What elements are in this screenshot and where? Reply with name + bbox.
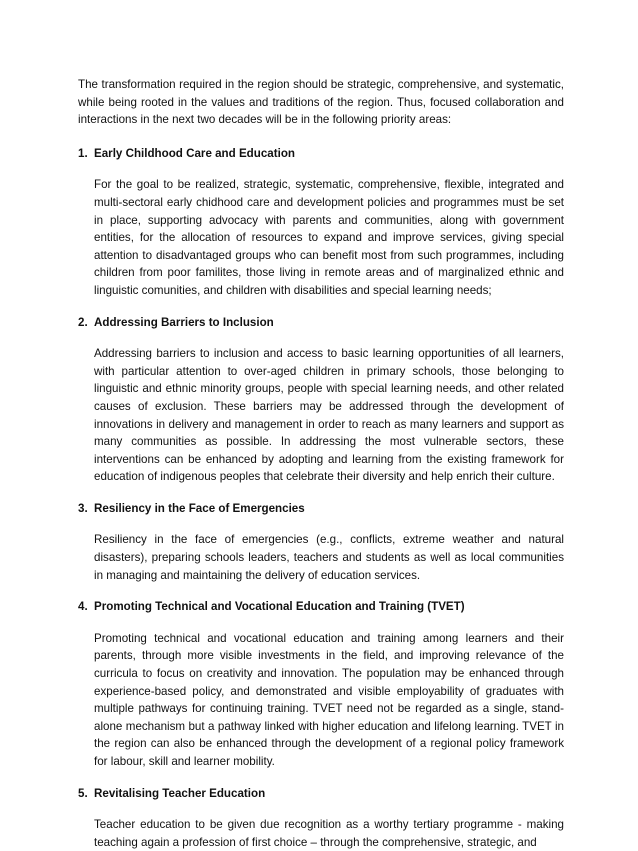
section-body: Resiliency in the face of emergencies (e.g., conflicts, extreme weather and natural disasters), preparing schools leaders, teachers and students as well as local communities in managing and maintaining the delivery of education services. <box>94 533 564 582</box>
section-early-childhood <box>78 145 564 300</box>
section-heading <box>78 598 564 616</box>
section-title: Early Childhood Care and Education <box>94 146 295 160</box>
section-number: 4. <box>78 600 88 614</box>
section-teacher-education <box>78 785 564 851</box>
section-heading <box>78 314 564 332</box>
section-title: Revitalising Teacher Education <box>94 786 266 800</box>
section-heading <box>78 785 564 803</box>
section-title: Resiliency in the Face of Emergencies <box>94 501 305 515</box>
section-title: Promoting Technical and Vocational Education and Training (TVET) <box>94 600 465 614</box>
section-number: 1. <box>78 146 88 160</box>
section-body: Promoting technical and vocational education and training among learners and their parents, through more visible investments in the field, and improving relevance of the curricula to focus on creativity and innovation. The population may be enhanced through experience-based policy, and demonstrated and visible employability of graduates with multiple pathways for continuing training. TVET need not be regarded as a single, stand-alone mechanism but a pathway linked with higher education and lifelong learning. TVET in the region can also be enhanced through the development of a regional policy framework for labour, skill and learner mobility. <box>94 631 564 768</box>
section-resiliency <box>78 500 564 584</box>
section-number: 5. <box>78 786 88 800</box>
section-number: 3. <box>78 501 88 515</box>
section-body: Addressing barriers to inclusion and access to basic learning opportunities of all learners, with particular attention to over-aged children in primary schools, those belonging to linguistic and ethnic minority groups, people with special learning needs, and other related causes of exclusion. These barriers may be addressed through the development of innovations in delivery and management in order to reach as many learners and support as many communities as possible. In addressing the most vulnerable sectors, these interventions can be enhanced by adopting and learning from the existing framework for education of indigenous peoples that celebrate their diversity and help enrich their culture. <box>94 347 564 484</box>
section-body: Teacher education to be given due recognition as a worthy tertiary programme - making teaching again a profession of first choice – through the comprehensive, strategic, and <box>94 818 564 849</box>
section-number: 2. <box>78 315 88 329</box>
section-body: For the goal to be realized, strategic, systematic, comprehensive, flexible, integrated and multi-sectoral early chidhood care and development policies and programmes must be set in place, supporting advocacy with parents and communities, along with government entities, for the allocation of resources to expand and improve services, giving special attention to disadvantaged groups who can benefit most from such programmes, including children from poor familites, those living in remote areas and of marginalized ethnic and linguistic comunities, and children with disabilities and special learning needs; <box>94 178 564 297</box>
section-tvet <box>78 598 564 770</box>
intro-paragraph: The transformation required in the region should be strategic, comprehensive, and systematic, while being rooted in the values and traditions of the region. Thus, focused collaboration and interactions in the next two decades will be in the following priority areas: <box>78 78 564 127</box>
section-heading <box>78 145 564 163</box>
section-title: Addressing Barriers to Inclusion <box>94 315 274 329</box>
section-heading <box>78 500 564 518</box>
section-barriers-inclusion <box>78 314 564 486</box>
